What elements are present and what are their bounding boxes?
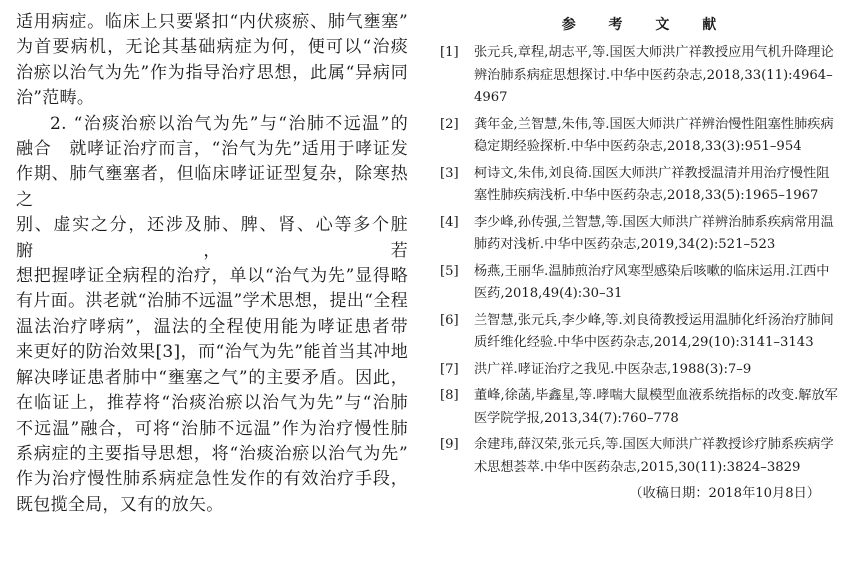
body-text-column (16, 10, 408, 518)
reference-item (440, 434, 838, 479)
body-line: 治瘀以治气为先”作为指导治疗思想，此属“异病同 (16, 62, 408, 83)
references-title: 参 考 文 献 (561, 17, 731, 33)
body-line: 既包揽全局，又有的放矢。 (16, 494, 224, 515)
reference-number: [2] (440, 116, 459, 132)
reference-text: 张元兵,章程,胡志平,等.国医大师洪广祥教授应用气机升降理论辨治肺系病症思想探讨.中华中医药杂志,2018,33(11):4964–4967 (474, 45, 834, 105)
reference-number: [1] (440, 45, 459, 60)
body-line: 来更好的防治效果[3]，而“治气为先”能首当其冲地 (16, 342, 408, 363)
section-heading-line: 2. “治痰治瘀以治气为先”与“治肺不远温”的 (50, 113, 408, 134)
body-line: 解决哮证患者肺中“壅塞之气”的主要矛盾。因此， (16, 367, 408, 388)
reference-number: [4] (440, 214, 459, 230)
body-line: 温法治疗哮病”，温法的全程使用能为哮证患者带 (16, 316, 408, 337)
received-date: （收稿日期：2018年10月8日） (629, 486, 820, 501)
reference-number: [5] (440, 263, 459, 279)
body-line: 系病症的主要指导思想，将“治痰治瘀以治气为先” (16, 443, 408, 464)
body-line: 融合 就哮证治疗而言，“治气为先”适用于哮证发 (16, 139, 408, 160)
reference-text: 龚年金,兰智慧,朱伟,等.国医大师洪广祥辨治慢性阻塞性肺疾病稳定期经验探析.中华中医药杂志,2018,33(3):951–954 (474, 116, 834, 154)
references-column (440, 14, 838, 505)
reference-text: 柯诗文,朱伟,刘良徛.国医大师洪广祥教授温清并用治疗慢性阻塞性肺疾病浅析.中华中医药杂志,2018,33(5):1965–1967 (474, 165, 830, 203)
body-line: 治”范畴。 (16, 88, 95, 109)
reference-number: [7] (440, 361, 459, 377)
reference-text: 兰智慧,张元兵,李少峰,等.刘良徛教授运用温肺化纤汤治疗肺间质纤维化经验.中华中医药杂志,2014,29(10):3141–3143 (474, 312, 834, 350)
reference-number: [8] (440, 388, 459, 403)
reference-item (440, 114, 838, 159)
reference-text: 杨燕,王丽华.温肺煎治疗风寒型感染后咳嗽的临床运用.江西中医药,2018,49(4):30–31 (474, 263, 830, 301)
body-line: 在临证上，推荐将“治痰治瘀以治气为先”与“治肺 (16, 393, 408, 414)
reference-text: 余建玮,薛汉荣,张元兵,等.国医大师洪广祥教授诊疗肺系疾病学术思想荟萃.中华中医药杂志,2015,30(11):3824–3829 (474, 437, 834, 475)
reference-text: 洪广祥.哮证治疗之我见.中医杂志,1988(3):7–9 (474, 361, 752, 377)
body-line: 作为治疗慢性肺系病症急性发作的有效治疗手段， (16, 469, 408, 490)
reference-item (440, 261, 838, 306)
reference-number: [3] (440, 165, 459, 181)
body-line: 不远温”融合，可将“治肺不远温”作为治疗慢性肺 (16, 418, 408, 439)
reference-number: [9] (440, 437, 459, 452)
reference-text: 董峰,徐菡,毕鑫星,等.哮喘大鼠模型血液系统指标的改变.解放军医学院学报,2013,34(7):760–778 (474, 388, 838, 426)
reference-item (440, 310, 838, 355)
body-line: 有片面。洪老就“治肺不远温”学术思想，提出“全程 (16, 291, 408, 312)
body-line: 作期、肺气壅塞者，但临床哮证证型复杂，除寒热之 (16, 164, 408, 210)
reference-item (440, 359, 838, 382)
reference-item (440, 163, 838, 208)
body-line: 为首要病机，无论其基础病症为何，便可以“治痰 (16, 37, 408, 58)
reference-number: [6] (440, 312, 459, 328)
reference-item (440, 42, 838, 110)
reference-item (440, 385, 838, 430)
body-line: 适用病症。临床上只要紧扣“内伏痰瘀、肺气壅塞” (16, 12, 408, 32)
reference-item (440, 212, 838, 257)
reference-text: 李少峰,孙传强,兰智慧,等.国医大师洪广祥辨治肺系疾病常用温肺药对浅析.中华中医药杂志,2019,34(2):521–523 (474, 214, 834, 252)
body-line: 别、虚实之分，还涉及肺、脾、肾、心等多个脏腑，若 (16, 215, 408, 261)
body-line: 想把握哮证全病程的治疗，单以“治气为先”显得略 (16, 266, 408, 287)
